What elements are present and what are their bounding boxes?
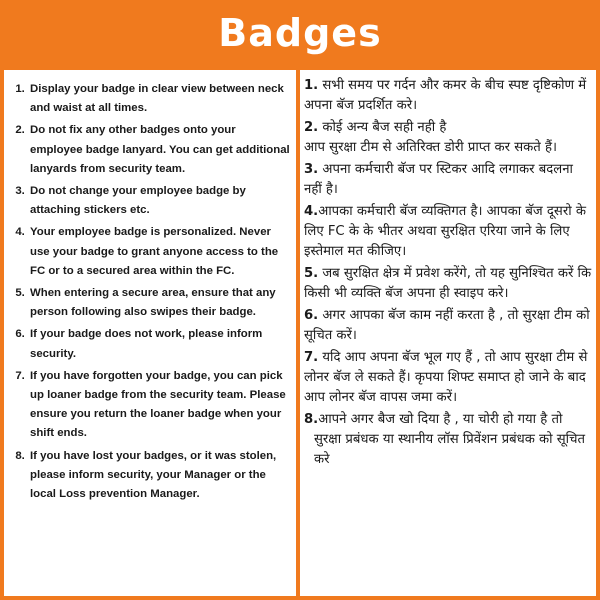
- english-rule-8: 8. If you have lost your badges, or it was stolen, please inform security, your Manager or the local Loss prevention Manager.: [28, 447, 290, 505]
- hindi-rule-1: [304, 76, 592, 116]
- hindi-rule-3: [304, 160, 592, 200]
- english-rule-4: 4. Your employee badge is personalized. Never use your badge to grant anyone access to the FC or to a secured area within the FC.: [28, 223, 290, 281]
- hindi-rule-text-continued: आप सुरक्षा टीम से अतिरिक्त डोरी प्राप्त कर सकते हैं।: [304, 140, 557, 155]
- hindi-rule-text: आपने अगर बैज खो दिया है , या चोरी हो गया है तो: [318, 412, 563, 427]
- hindi-rule-5: [304, 264, 592, 304]
- hindi-rule-number: 4.: [304, 204, 319, 219]
- hindi-rule-number: 2.: [304, 120, 319, 135]
- hindi-rule-6: [304, 306, 592, 346]
- hindi-rule-2: [304, 118, 592, 158]
- hindi-rule-text: कोई अन्य बैज सही नही है: [318, 120, 447, 135]
- english-rule-5: 5. When entering a secure area, ensure that any person following also swipes their badge.: [28, 284, 290, 322]
- hindi-rule-text: आपका कर्मचारी बॅज व्यक्तिगत है। आपका बॅज दूसरो के लिए FC के के भीतर अथवा सुरक्षित एरिया जाने के लिए इस्तेमाल मत कीजिए।: [304, 204, 586, 259]
- hindi-rule-number: 5.: [304, 266, 319, 281]
- english-panel: [4, 70, 296, 596]
- hindi-rule-text: अगर आपका बॅज काम नहीं करता है , तो सुरक्षा टीम को सूचित करें।: [304, 308, 590, 343]
- hindi-rule-number: 3.: [304, 162, 319, 177]
- english-rule-7: 7. If you have forgotten your badge, you can pick up loaner badge from the security team. Please ensure you return the loaner badge when your shift ends.: [28, 367, 290, 444]
- hindi-rule-7: [304, 348, 592, 408]
- english-rules-list: [8, 80, 290, 504]
- hindi-rule-number: 8.: [304, 412, 319, 427]
- hindi-rule-number: 1.: [304, 78, 319, 93]
- hindi-rule-text: सभी समय पर गर्दन और कमर के बीच स्पष्ट दृष्टिकोण में अपना बॅज प्रदर्शित करे।: [304, 78, 587, 113]
- hindi-rule-text: जब सुरक्षित क्षेत्र में प्रवेश करेंगे, तो यह सुनिश्चित करें कि किसी भी व्यक्ति बॅज अपना ही स्वाइप करे।: [304, 266, 592, 301]
- english-rule-3: 3. Do not change your employee badge by attaching stickers etc.: [28, 182, 290, 220]
- hindi-rule-8: [304, 410, 592, 470]
- hindi-rule-number: 6.: [304, 308, 319, 323]
- hindi-rules-list: [304, 76, 592, 470]
- english-rule-1: 1. Display your badge in clear view between neck and waist at all times.: [28, 80, 290, 118]
- hindi-rule-number: 7.: [304, 350, 319, 365]
- hindi-rule-text-continued: सुरक्षा प्रबंधक या स्थानीय लॉस प्रिवेंशन प्रबंधक को सूचित करे: [314, 432, 585, 467]
- english-rule-6: 6. If your badge does not work, please inform security.: [28, 325, 290, 363]
- hindi-panel: [300, 70, 596, 596]
- hindi-rule-text: अपना कर्मचारी बॅज पर स्टिकर आदि लगाकर बदलना नहीं है।: [304, 162, 573, 197]
- english-rule-2: 2. Do not fix any other badges onto your employee badge lanyard. You can get additional lanyards from security team.: [28, 121, 290, 179]
- page-title: Badges: [218, 11, 382, 55]
- hindi-rule-4: [304, 202, 592, 262]
- hindi-rule-text: यदि आप अपना बॅज भूल गए हैं , तो आप सुरक्षा टीम से लोनर बॅज ले सकते हैं। कृपया शिफ्ट समाप्त हो जाने के बाद आप लोनर बॅज वापस जमा करें।: [304, 350, 588, 405]
